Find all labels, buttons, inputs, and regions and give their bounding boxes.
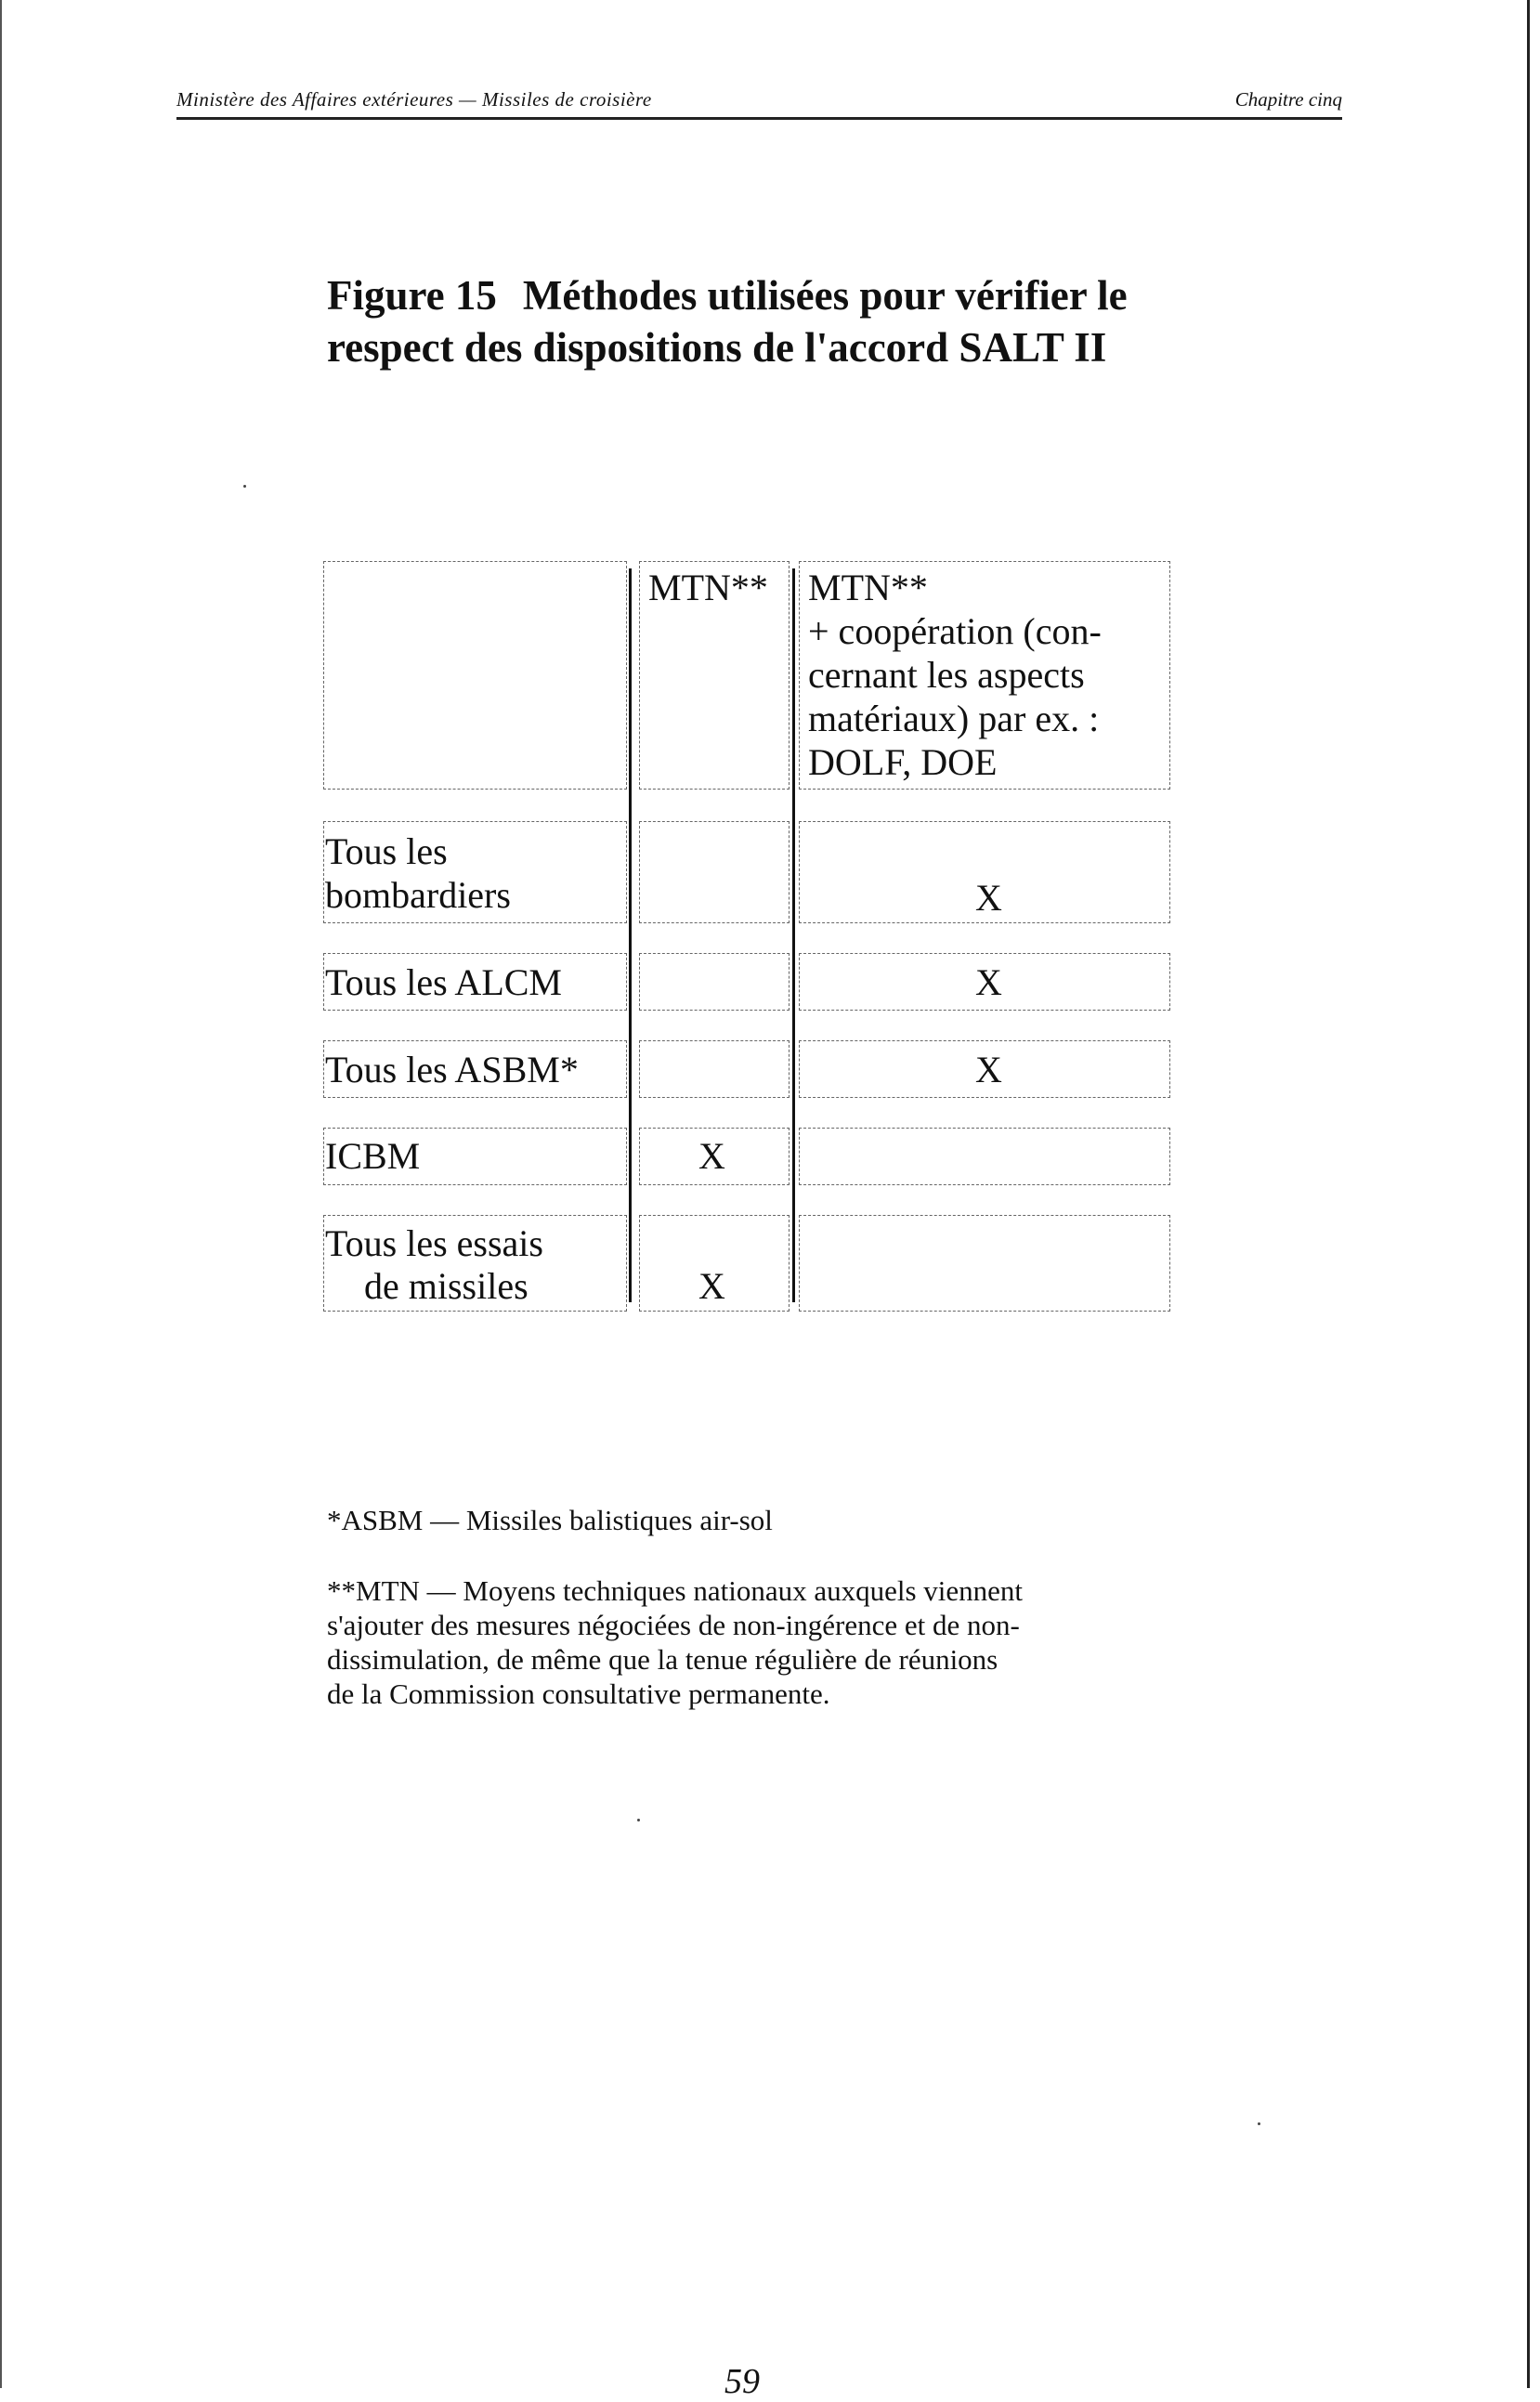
row-5-label-line-2: de missiles: [364, 1265, 529, 1307]
footnote-mtn-line-1: **MTN — Moyens techniques nationaux auxquels viennent: [327, 1574, 1024, 1607]
scan-speck: [637, 1819, 640, 1821]
column-header-mtn-coop-line-3: cernant les aspects: [808, 654, 1085, 696]
row-4-mtn-mark: X: [698, 1135, 725, 1177]
running-header-right: Chapitre cinq: [1234, 88, 1342, 111]
figure-number: Figure 15: [327, 272, 497, 319]
running-header-left: Ministère des Affaires extérieures — Missiles de croisière: [176, 88, 652, 111]
footnote-mtn-line-4: de la Commission consultative permanente.: [327, 1677, 830, 1710]
row-1-label-line-2: bombardiers: [325, 874, 511, 916]
column-header-mtn-coop-line-2: + coopération (con-: [808, 610, 1102, 652]
page-edge-left: [0, 0, 2, 2388]
row-5-mtn-mark: X: [698, 1265, 725, 1307]
row-5-label-line-1: Tous les essais: [325, 1222, 543, 1264]
row-2-label: Tous les ALCM: [325, 961, 562, 1003]
row-1-mtn-coop-mark: X: [975, 877, 1002, 919]
running-header: [176, 80, 1342, 120]
footnote-asbm: *ASBM — Missiles balistiques air-sol: [327, 1504, 773, 1536]
page-number: 59: [724, 2362, 760, 2401]
column-header-mtn: MTN**: [648, 567, 768, 608]
figure-title-line-2: respect des dispositions de l'accord SALT II: [327, 324, 1107, 371]
column-header-mtn-coop-line-4: matériaux) par ex. :: [808, 698, 1100, 739]
row-4-mtn-coop-cell: [799, 1128, 1170, 1185]
row-3-label: Tous les ASBM*: [325, 1049, 579, 1090]
scan-speck: [243, 485, 246, 488]
row-2-mtn-coop-mark: X: [975, 961, 1002, 1003]
row-4-label: ICBM: [325, 1135, 421, 1177]
row-1-label-line-1: Tous les: [325, 830, 448, 872]
column-divider-1: [629, 568, 632, 1302]
row-3-mtn-cell: [639, 1040, 790, 1098]
figure-title-text-1: Méthodes utilisées pour vérifier le: [522, 272, 1128, 319]
figure-title-line-1: [327, 269, 1256, 321]
column-divider-2: [792, 568, 795, 1302]
scan-speck: [1258, 2122, 1260, 2125]
footnote-mtn-line-3: dissimulation, de même que la tenue régulière de réunions: [327, 1643, 998, 1676]
row-5-mtn-coop-cell: [799, 1215, 1170, 1312]
row-1-mtn-cell: [639, 821, 790, 923]
footnote-mtn-line-2: s'ajouter des mesures négociées de non-ingérence et de non-: [327, 1609, 1020, 1641]
column-header-mtn-coop-line-1: MTN**: [808, 567, 928, 608]
row-3-mtn-coop-mark: X: [975, 1049, 1002, 1090]
row-2-mtn-cell: [639, 953, 790, 1011]
column-header-mtn-coop-line-5: DOLF, DOE: [808, 741, 998, 783]
figure-title: [327, 269, 1256, 373]
page-edge-right: [1527, 0, 1530, 2388]
header-empty-cell: [323, 561, 627, 790]
